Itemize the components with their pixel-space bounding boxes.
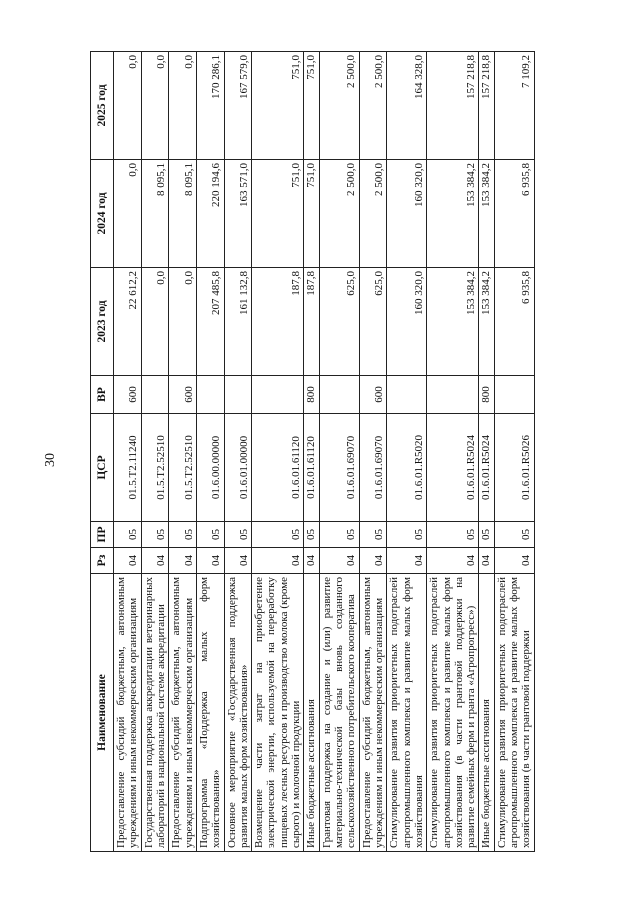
- rotated-page-body: [90, 52, 600, 852]
- header-2024: 2024 год: [91, 160, 114, 268]
- cell-2023: 22 612,2: [114, 268, 142, 376]
- cell-rz: 04: [387, 548, 427, 574]
- cell-vr: 800: [304, 376, 319, 414]
- cell-2024: 751,0: [304, 160, 319, 268]
- cell-rz: 04: [141, 548, 169, 574]
- cell-vr: [224, 376, 252, 414]
- table-row: [359, 52, 387, 852]
- cell-2024: 153 384,2: [427, 160, 479, 268]
- cell-rz: 04: [479, 548, 494, 574]
- cell-2023: 6 935,8: [494, 268, 534, 376]
- header-csr: ЦСР: [91, 414, 114, 522]
- header-rz: Рз: [91, 548, 114, 574]
- header-2025: 2025 год: [91, 52, 114, 160]
- cell-csr: 01.5.Т2.52510: [141, 414, 169, 522]
- cell-csr: 01.6.01.00000: [224, 414, 252, 522]
- cell-2025: 167 579,0: [224, 52, 252, 160]
- cell-pr: 05: [304, 522, 319, 548]
- cell-vr: [387, 376, 427, 414]
- cell-2025: 751,0: [252, 52, 304, 160]
- cell-pr: 05: [196, 522, 224, 548]
- cell-pr: 05: [427, 522, 479, 548]
- cell-pr: 05: [479, 522, 494, 548]
- cell-2025: 0,0: [141, 52, 169, 160]
- cell-vr: 800: [479, 376, 494, 414]
- cell-vr: [252, 376, 304, 414]
- cell-name: Предоставление субсидий бюджетным, автономным учреждениям и иным некоммерческим организациям: [169, 574, 197, 852]
- cell-csr: 01.5.Т2.11240: [114, 414, 142, 522]
- cell-2023: 153 384,2: [479, 268, 494, 376]
- cell-2025: 0,0: [114, 52, 142, 160]
- cell-2025: 157 218,8: [427, 52, 479, 160]
- cell-2025: 170 286,1: [196, 52, 224, 160]
- page-number: 30: [43, 453, 58, 467]
- cell-name: Стимулирование развития приоритетных подотраслей агропромышленного комплекса и развитие малых форм хозяйствования (в части грантовой поддержки: [494, 574, 534, 852]
- cell-2024: 160 320,0: [387, 160, 427, 268]
- cell-2024: 153 384,2: [479, 160, 494, 268]
- cell-2023: 187,8: [252, 268, 304, 376]
- cell-rz: 04: [427, 548, 479, 574]
- cell-vr: [141, 376, 169, 414]
- cell-rz: 04: [319, 548, 359, 574]
- cell-csr: 01.6.01.R5024: [427, 414, 479, 522]
- cell-pr: 05: [224, 522, 252, 548]
- cell-2024: 2 500,0: [319, 160, 359, 268]
- table-row: [427, 52, 479, 852]
- cell-csr: 01.5.Т2.52510: [169, 414, 197, 522]
- cell-name: Возмещение части затрат на приобретение электрической энергии, используемой на переработку пищевых лесных ресурсов и производство молока (кроме сырого) и молочной продукции: [252, 574, 304, 852]
- header-pr: ПР: [91, 522, 114, 548]
- cell-2025: 7 109,2: [494, 52, 534, 160]
- cell-pr: 05: [494, 522, 534, 548]
- table-row: [169, 52, 197, 852]
- cell-name: Стимулирование развития приоритетных подотраслей агропромышленного комплекса и развитие малых форм хозяйствования: [387, 574, 427, 852]
- cell-pr: 05: [141, 522, 169, 548]
- cell-pr: 05: [319, 522, 359, 548]
- cell-2023: 625,0: [319, 268, 359, 376]
- cell-vr: [427, 376, 479, 414]
- cell-pr: 05: [359, 522, 387, 548]
- cell-2025: 164 328,0: [387, 52, 427, 160]
- cell-2024: 8 095,1: [169, 160, 197, 268]
- table-row: [141, 52, 169, 852]
- cell-name: Грантовая поддержка на создание и (или) развитие материально-технической базы вновь созданного сельскохозяйственного потребительского кооператива: [319, 574, 359, 852]
- cell-pr: 05: [169, 522, 197, 548]
- cell-pr: 05: [114, 522, 142, 548]
- cell-2025: 157 218,8: [479, 52, 494, 160]
- header-vr: ВР: [91, 376, 114, 414]
- cell-rz: 04: [494, 548, 534, 574]
- table-row: [252, 52, 304, 852]
- cell-csr: 01.6.01.61120: [304, 414, 319, 522]
- cell-csr: 01.6.00.00000: [196, 414, 224, 522]
- cell-2024: 220 194,6: [196, 160, 224, 268]
- table-row: [387, 52, 427, 852]
- header-name: Наименование: [91, 574, 114, 852]
- table-row: [494, 52, 534, 852]
- cell-csr: 01.6.01.61120: [252, 414, 304, 522]
- cell-csr: 01.6.01.R5020: [387, 414, 427, 522]
- cell-2024: 2 500,0: [359, 160, 387, 268]
- cell-pr: 05: [252, 522, 304, 548]
- cell-2024: 8 095,1: [141, 160, 169, 268]
- cell-vr: 600: [169, 376, 197, 414]
- table-header-row: [91, 52, 114, 852]
- cell-2023: 161 132,8: [224, 268, 252, 376]
- cell-2023: 153 384,2: [427, 268, 479, 376]
- cell-rz: 04: [359, 548, 387, 574]
- cell-2023: 0,0: [141, 268, 169, 376]
- header-2023: 2023 год: [91, 268, 114, 376]
- cell-csr: 01.6.01.R5024: [479, 414, 494, 522]
- cell-vr: [494, 376, 534, 414]
- cell-csr: 01.6.01.R5026: [494, 414, 534, 522]
- cell-name: Иные бюджетные ассигнования: [304, 574, 319, 852]
- cell-rz: 04: [304, 548, 319, 574]
- cell-pr: 05: [387, 522, 427, 548]
- cell-2024: 751,0: [252, 160, 304, 268]
- cell-rz: 04: [196, 548, 224, 574]
- cell-2023: 0,0: [169, 268, 197, 376]
- cell-2025: 751,0: [304, 52, 319, 160]
- cell-2025: 2 500,0: [359, 52, 387, 160]
- cell-name: Предоставление субсидий бюджетным, автономным учреждениям и иным некоммерческим организациям: [359, 574, 387, 852]
- table-body: [114, 52, 535, 852]
- cell-rz: 04: [114, 548, 142, 574]
- cell-name: Предоставление субсидий бюджетным, автономным учреждениям и иным некоммерческим организациям: [114, 574, 142, 852]
- cell-name: Стимулирование развития приоритетных подотраслей агропромышленного комплекса и развитие малых форм хозяйствования (в части грантовой поддержки на развитие семейных ферм и гранта «Агропрогресс»): [427, 574, 479, 852]
- cell-2025: 0,0: [169, 52, 197, 160]
- cell-vr: 600: [114, 376, 142, 414]
- cell-name: Государственная поддержка аккредитации ветеринарных лабораторий в национальной системе аккредитации: [141, 574, 169, 852]
- cell-2024: 163 571,0: [224, 160, 252, 268]
- cell-2024: 0,0: [114, 160, 142, 268]
- table-row: [114, 52, 142, 852]
- cell-2024: 6 935,8: [494, 160, 534, 268]
- budget-table: [90, 51, 535, 852]
- cell-name: Иные бюджетные ассигнования: [479, 574, 494, 852]
- cell-name: Подпрограмма «Поддержка малых форм хозяйствования»: [196, 574, 224, 852]
- cell-name: Основное мероприятие «Государственная поддержка развития малых форм хозяйствования»: [224, 574, 252, 852]
- cell-vr: [196, 376, 224, 414]
- cell-2023: 625,0: [359, 268, 387, 376]
- cell-csr: 01.6.01.69070: [359, 414, 387, 522]
- table-row: [196, 52, 224, 852]
- table-row: [224, 52, 252, 852]
- cell-vr: 600: [359, 376, 387, 414]
- cell-rz: 04: [169, 548, 197, 574]
- table-row: [479, 52, 494, 852]
- cell-csr: 01.6.01.69070: [319, 414, 359, 522]
- table-row: [319, 52, 359, 852]
- cell-vr: [319, 376, 359, 414]
- cell-2025: 2 500,0: [319, 52, 359, 160]
- cell-rz: 04: [224, 548, 252, 574]
- cell-2023: 207 485,8: [196, 268, 224, 376]
- cell-rz: 04: [252, 548, 304, 574]
- table-row: [304, 52, 319, 852]
- cell-2023: 187,8: [304, 268, 319, 376]
- cell-2023: 160 320,0: [387, 268, 427, 376]
